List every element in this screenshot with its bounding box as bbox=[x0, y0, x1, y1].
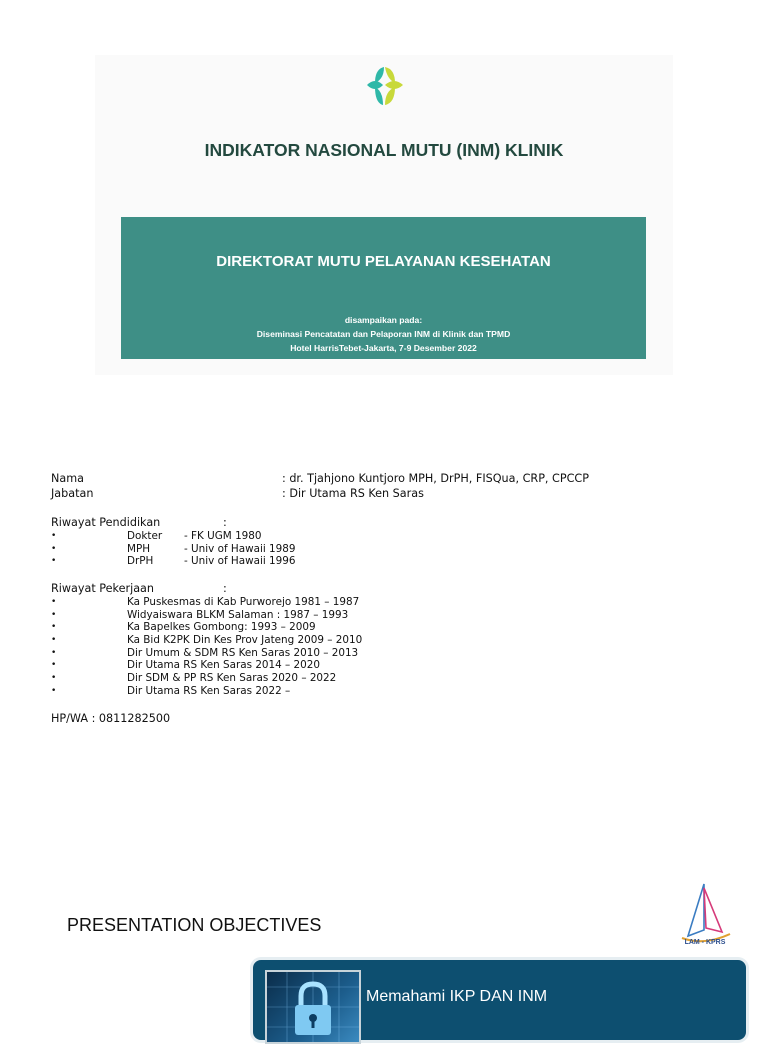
objective-card[interactable] bbox=[253, 960, 746, 1040]
list-item bbox=[51, 621, 471, 634]
directorate-banner bbox=[121, 217, 646, 359]
padlock-image bbox=[265, 970, 361, 1044]
objectives-title: PRESENTATION OBJECTIVES bbox=[67, 915, 322, 935]
job-entry: Dir Umum & SDM RS Ken Saras 2010 – 2013 bbox=[127, 646, 359, 659]
presented-at-label: disampaikan pada: bbox=[344, 315, 423, 325]
list-item bbox=[51, 634, 471, 647]
padlock-icon bbox=[267, 972, 359, 1042]
bullet: • bbox=[51, 543, 57, 554]
bullet: • bbox=[51, 660, 57, 671]
job-entry: Ka Bapelkes Gombong: 1993 – 2009 bbox=[127, 621, 316, 634]
degree: DrPH bbox=[127, 555, 154, 568]
bullet: • bbox=[51, 556, 57, 567]
job-entry: Dir Utama RS Ken Saras 2014 – 2020 bbox=[127, 659, 321, 672]
pekerjaan-list bbox=[51, 596, 471, 698]
kemenkes-logo-icon bbox=[361, 63, 407, 109]
event-venue: Hotel HarrisTebet-Jakarta, 7-9 Desember 2022 bbox=[290, 343, 477, 353]
degree: Dokter bbox=[127, 530, 163, 542]
degree-detail: - Univ of Hawaii 1989 bbox=[184, 542, 296, 555]
degree-detail: - Univ of Hawaii 1996 bbox=[184, 555, 296, 568]
directorate-name: DIREKTORAT MUTU PELAYANAN KESEHATAN bbox=[216, 253, 551, 270]
nama-label: Nama bbox=[51, 472, 84, 485]
bullet: • bbox=[51, 635, 57, 646]
list-item bbox=[51, 672, 471, 685]
bullet: • bbox=[51, 685, 57, 696]
list-item bbox=[51, 543, 451, 556]
slide-title: INDIKATOR NASIONAL MUTU (INM) KLINIK bbox=[204, 140, 564, 160]
jabatan-label: Jabatan bbox=[51, 487, 94, 500]
bullet: • bbox=[51, 609, 57, 620]
contact-number: HP/WA : 0811282500 bbox=[51, 712, 171, 725]
pendidikan-colon: : bbox=[223, 516, 227, 529]
nama-value: : dr. Tjahjono Kuntjoro MPH, DrPH, FISQua, CRP, CPCCP bbox=[282, 472, 589, 485]
list-item bbox=[51, 659, 471, 672]
objective-text: Memahami IKP DAN INM bbox=[366, 988, 548, 1005]
bullet: • bbox=[51, 647, 57, 658]
degree-detail: - FK UGM 1980 bbox=[184, 530, 262, 542]
bullet: • bbox=[51, 673, 57, 684]
lam-logo-text: LAM - KPRS bbox=[684, 939, 726, 946]
jabatan-value: : Dir Utama RS Ken Saras bbox=[282, 487, 424, 500]
list-item bbox=[51, 530, 451, 543]
pekerjaan-heading: Riwayat Pekerjaan bbox=[51, 582, 155, 595]
job-entry: Dir Utama RS Ken Saras 2022 – bbox=[127, 684, 291, 697]
list-item bbox=[51, 555, 451, 568]
degree: MPH bbox=[127, 542, 151, 555]
list-item bbox=[51, 609, 471, 622]
bullet: • bbox=[51, 597, 57, 607]
job-entry: Dir SDM & PP RS Ken Saras 2020 – 2022 bbox=[127, 672, 337, 685]
pekerjaan-colon: : bbox=[223, 582, 227, 595]
bullet: • bbox=[51, 622, 57, 633]
bullet: • bbox=[51, 531, 57, 541]
pendidikan-heading: Riwayat Pendidikan bbox=[51, 516, 161, 529]
list-item bbox=[51, 685, 471, 698]
list-item bbox=[51, 647, 471, 660]
job-entry: Ka Puskesmas di Kab Purworejo 1981 – 1987 bbox=[127, 596, 360, 608]
lam-kprs-logo-icon bbox=[668, 878, 742, 956]
pendidikan-list bbox=[51, 530, 451, 568]
job-entry: Ka Bid K2PK Din Kes Prov Jateng 2009 – 2010 bbox=[127, 634, 363, 647]
job-entry: Widyaiswara BLKM Salaman : 1987 – 1993 bbox=[127, 608, 349, 621]
event-name: Diseminasi Pencatatan dan Pelaporan INM di Klinik dan TPMD bbox=[256, 329, 511, 339]
list-item bbox=[51, 596, 471, 609]
